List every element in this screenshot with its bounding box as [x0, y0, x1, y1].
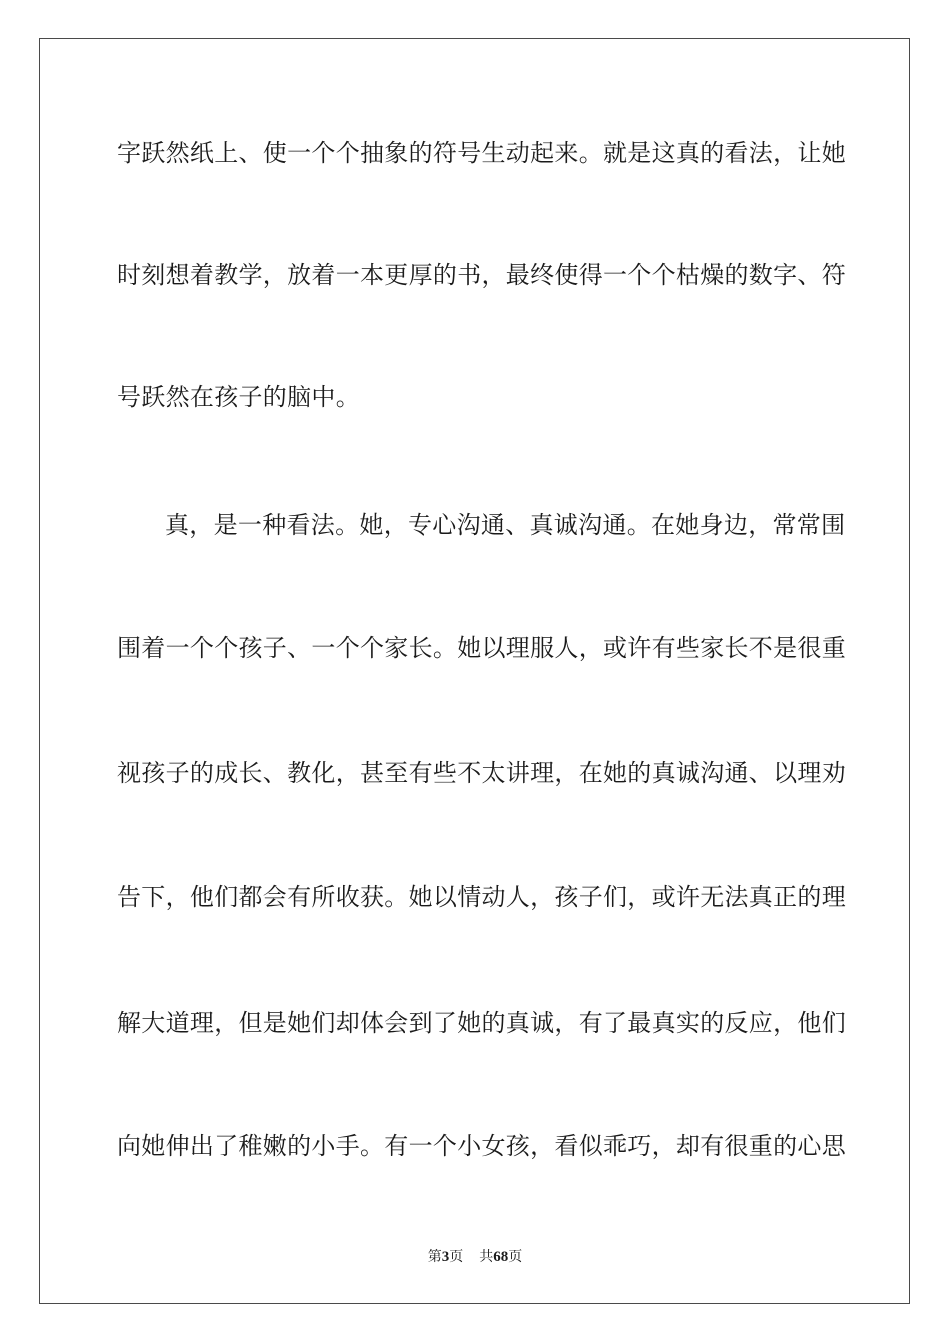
- paragraph-first-line: 真，是一种看法。她，专心沟通、真诚沟通。在她身边，常常围: [165, 511, 846, 539]
- text-line: 视孩子的成长、教化，甚至有些不太讲理，在她的真诚沟通、以理劝: [117, 759, 846, 787]
- text-line: 字跃然纸上、使一个个抽象的符号生动起来。就是这真的看法，让她: [117, 139, 846, 167]
- page-number: 3: [441, 1249, 450, 1265]
- page-prefix: 第: [427, 1249, 442, 1265]
- total-pages: 68: [493, 1249, 509, 1265]
- page-border: [39, 38, 910, 1304]
- text-line: 时刻想着教学，放着一本更厚的书，最终使得一个个枯燥的数字、符: [117, 261, 846, 289]
- total-suffix: 页: [508, 1249, 523, 1265]
- text-line: 解大道理，但是她们却体会到了她的真诚，有了最真实的反应，他们: [117, 1009, 846, 1037]
- text-line: 围着一个个孩子、一个个家长。她以理服人，或许有些家长不是很重: [117, 634, 846, 662]
- total-prefix: 共: [479, 1249, 494, 1265]
- page-suffix: 页: [449, 1249, 464, 1265]
- text-line: 向她伸出了稚嫩的小手。有一个小女孩，看似乖巧，却有很重的心思: [117, 1132, 846, 1160]
- text-line: 号跃然在孩子的脑中。: [117, 383, 360, 411]
- text-line: 告下，他们都会有所收获。她以情动人，孩子们，或许无法真正的理: [117, 883, 846, 911]
- page-footer: [0, 1248, 950, 1266]
